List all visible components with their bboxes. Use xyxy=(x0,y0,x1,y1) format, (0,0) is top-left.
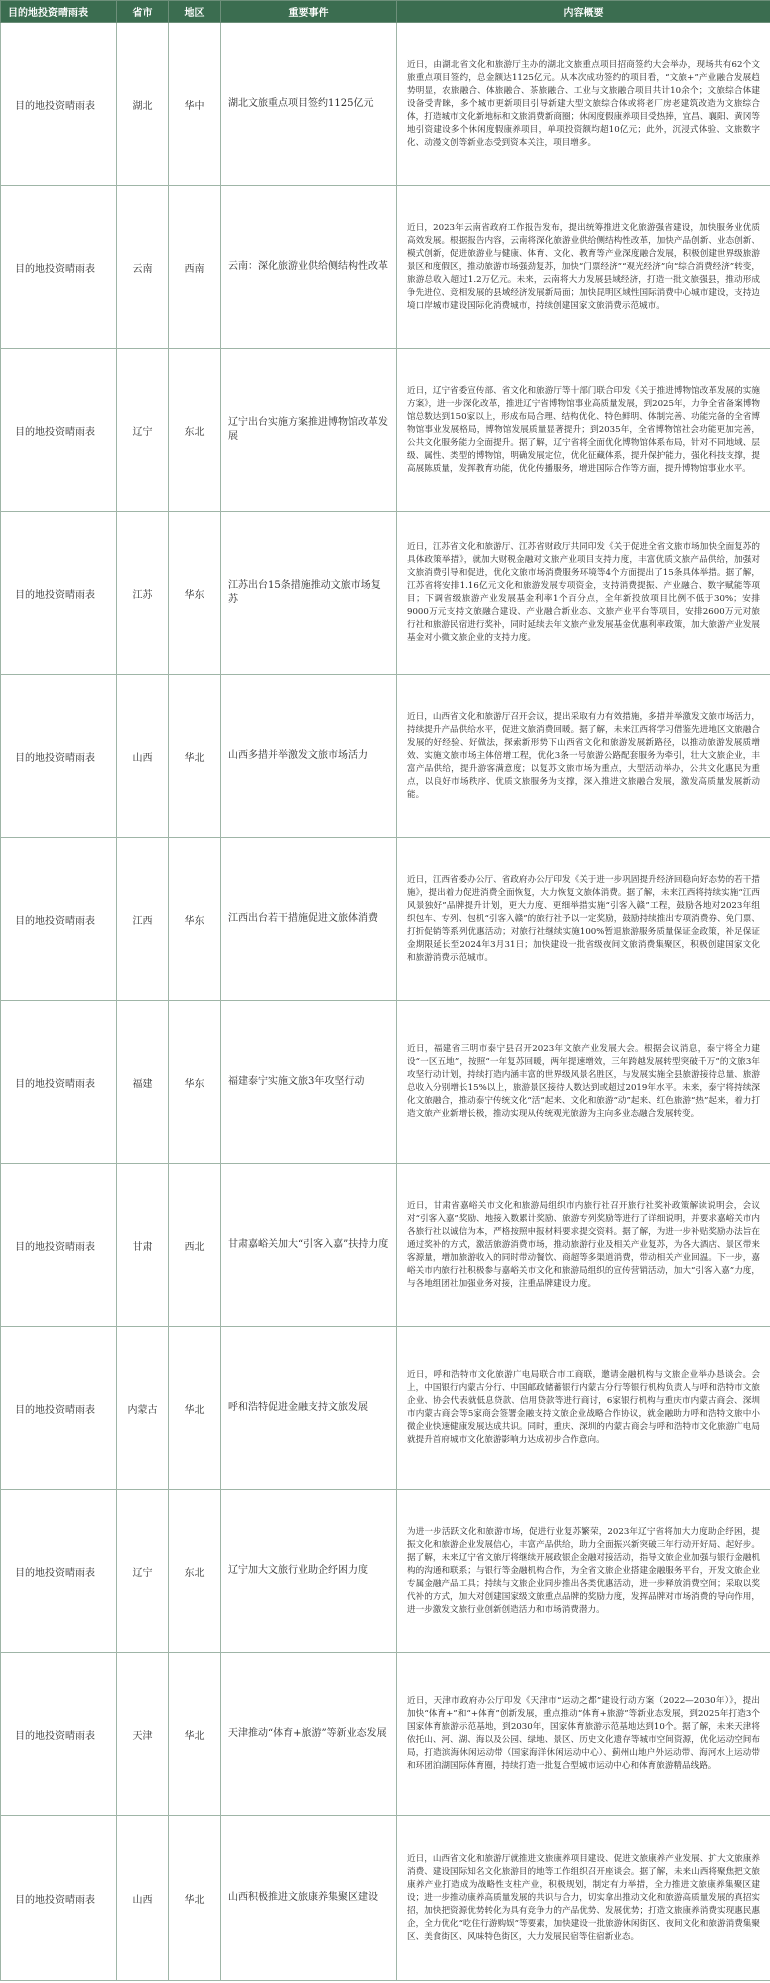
row-category: 目的地投资晴雨表 xyxy=(1,1490,117,1653)
row-category: 目的地投资晴雨表 xyxy=(1,186,117,349)
row-summary-cell xyxy=(397,1490,770,1653)
table-row xyxy=(1,838,770,1001)
row-region: 东北 xyxy=(169,1490,221,1653)
row-category: 目的地投资晴雨表 xyxy=(1,675,117,838)
row-summary-cell xyxy=(397,349,770,512)
row-province: 山西 xyxy=(117,675,169,838)
row-region: 华中 xyxy=(169,23,221,186)
table-row xyxy=(1,1001,770,1164)
table-header xyxy=(1,1,770,23)
row-event: 江西出台若干措施促进文旅体消费 xyxy=(221,838,397,1001)
row-summary: 近日，江西省委办公厅、省政府办公厅印发《关于进一步巩固提升经济回稳向好态势的若干措施》，提出着力促进消费全面恢复，大力恢复文旅体消费。据了解，未来江西将持续实施“江西风景独好”品牌提升计划，更大力度、更细举措实施“引客入赣”工程，鼓励各地对2023年组织包车、专列、包机“引客入赣”的旅行社予以一定奖励，鼓励持续推出专项消费券、免门票、打折促销等系列优惠活动；对旅行社继续实施100%暂退旅游服务质量保证金政策，补足保证金期限延长至2024年3月31日；加快建设一批省级夜间文旅消费集聚区，积极创建国家文化和旅游消费示范城市。 xyxy=(407,874,760,963)
table-row xyxy=(1,1164,770,1327)
row-province: 江苏 xyxy=(117,512,169,675)
row-summary: 近日，山西省文化和旅游厅召开会议，提出采取有力有效措施，多措并举激发文旅市场活力，持续提升产品供给水平，促进文旅消费回暖。据了解，未来江西将学习借鉴先进地区文旅融合发展的好经验、好做法，探索新形势下山西省文化和旅游发展新路径，以推动旅游发展质增效、实施文旅市场主体倍增工程，优化3条一号旅游公路配套服务为牵引，壮大文旅企业，丰富产品供给，提升游客满意度；以复苏文旅市场为重点，大型活动举办，公共文化惠民为重点，以良好市场秩序、优质文旅服务为支撑，深入推进文旅融合发展，激发高质量发展新动能。 xyxy=(407,711,760,800)
row-category: 目的地投资晴雨表 xyxy=(1,838,117,1001)
row-category: 目的地投资晴雨表 xyxy=(1,1164,117,1327)
row-summary: 近日，由湖北省文化和旅游厅主办的湖北文旅重点项目招商签约大会举办，现场共有62个文旅重点项目签约，总金额达1125亿元。从本次成功签约的项目看，“文旅+”产业融合发展趋势明显，农旅融合、体旅融合、茶旅融合、工业与文旅融合项目共计10余个；文旅综合体建设备受青睐，多个城市更新项目引导新建大型文旅综合体或将老厂房老建筑改造为文旅综合体，打造城市文化新地标和文旅消费新商圈；休闲度假康养项目受热捧，宜昌、襄阳、黄冈等地引资建设多个休闲度假康养项目，单项投资额均超10亿元；此外，沉浸式体验、文旅数字化、动漫文创等新业态受到资本关注，项目增多。 xyxy=(407,59,760,148)
row-region: 西北 xyxy=(169,1164,221,1327)
row-event: 辽宁出台实施方案推进博物馆改革发展 xyxy=(221,349,397,512)
table-row xyxy=(1,349,770,512)
table-row xyxy=(1,23,770,186)
row-event: 辽宁加大文旅行业助企纾困力度 xyxy=(221,1490,397,1653)
header-category: 目的地投资晴雨表 xyxy=(1,1,117,23)
row-category: 目的地投资晴雨表 xyxy=(1,512,117,675)
row-summary: 近日，江苏省文化和旅游厅、江苏省财政厅共同印发《关于促进全省文旅市场加快全面复苏的具体政策举措》，就加大财税金融对文旅产业项目支持力度，丰富优质文旅产品供给，加强对文旅消费引导和促进，优化文旅市场消费服务环境等4个方面提出了15条具体举措。据了解，江苏省将安排1.16亿元文化和旅游发展专项资金，支持消费提振、产业融合、数字赋能等项目；下调省级旅游产业发展基金利率1个百分点，全年新投放项目比例不低于30%；安排9000万元支持文旅融合建设、产业融合新业态、文旅产业平台等项目，安排2600万元对旅行社和旅游民宿进行奖补，同时延续去年文旅产业发展基金优惠利率政策，加大旅游产业发展基金对小微文旅企业的支持力度。 xyxy=(407,542,760,643)
row-region: 华东 xyxy=(169,1001,221,1164)
table-row xyxy=(1,186,770,349)
row-province: 辽宁 xyxy=(117,1490,169,1653)
row-event: 山西积极推进文旅康养集聚区建设 xyxy=(221,1816,397,1981)
row-category: 目的地投资晴雨表 xyxy=(1,349,117,512)
row-region: 华北 xyxy=(169,1816,221,1981)
row-category: 目的地投资晴雨表 xyxy=(1,1327,117,1490)
row-region: 华东 xyxy=(169,838,221,1001)
table-row xyxy=(1,1490,770,1653)
table-row xyxy=(1,1653,770,1816)
row-event: 天津推动“体育+旅游”等新业态发展 xyxy=(221,1653,397,1816)
header-region: 地区 xyxy=(169,1,221,23)
row-summary-cell xyxy=(397,186,770,349)
row-summary: 近日，福建省三明市泰宁县召开2023年文旅产业发展大会。根据会议消息，泰宁将全力建设“一区五地”，按照“一年复苏回暖，两年提速增效，三年跨越发展转型突破千万”的文旅3年攻坚行动计划，持续打造内涵丰富的世界级风景名胜区，与发展实施全县旅游接待总量、旅游总收入分别增长15%以上，旅游景区接待人数达到或超过2019年水平。未来，泰宁将持续深化文旅融合，推动泰宁传统文化“活”起来、文化和旅游“动”起来、红色旅游“热”起来，着力打造文旅产业新增长极，推动实现从传统观光旅游为主向多业态融合发展转变。 xyxy=(407,1044,760,1119)
row-province: 山西 xyxy=(117,1816,169,1981)
table-row xyxy=(1,1816,770,1981)
row-summary-cell xyxy=(397,1164,770,1327)
row-event: 江苏出台15条措施推动文旅市场复苏 xyxy=(221,512,397,675)
table-row xyxy=(1,512,770,675)
row-region: 华东 xyxy=(169,512,221,675)
row-category: 目的地投资晴雨表 xyxy=(1,1653,117,1816)
row-event: 云南：深化旅游业供给侧结构性改革 xyxy=(221,186,397,349)
row-summary-cell xyxy=(397,838,770,1001)
row-category: 目的地投资晴雨表 xyxy=(1,23,117,186)
row-province: 甘肃 xyxy=(117,1164,169,1327)
row-region: 西南 xyxy=(169,186,221,349)
row-region: 华北 xyxy=(169,1327,221,1490)
header-province: 省市 xyxy=(117,1,169,23)
row-province: 福建 xyxy=(117,1001,169,1164)
row-event: 呼和浩特促进金融支持文旅发展 xyxy=(221,1327,397,1490)
row-summary: 为进一步活跃文化和旅游市场，促进行业复苏繁荣，2023年辽宁省将加大力度助企纾困，提振文化和旅游企业发展信心，丰富产品供给，助力全面振兴新突破三年行动开好局、起好步。据了解，未来辽宁省文旅厅将继续开展政银企金融对接活动，指导文旅企业加强与银行金融机构的沟通和联系；与银行等金融机构合作，为全省文旅企业搭建金融服务平台，开发文旅企业专属金融产品工具；持续与文旅企业同步推出各类优惠活动，进一步释放消费空间；采取以奖代补的方式，加大对创建国家级文旅重点品牌的奖励力度，发挥品牌对市场消费的导向作用，进一步激发文旅行业创新创造活力和市场消费潜力。 xyxy=(407,1526,760,1615)
table-row xyxy=(1,675,770,838)
row-category: 目的地投资晴雨表 xyxy=(1,1816,117,1981)
header-summary: 内容概要 xyxy=(397,1,770,23)
row-event: 甘肃嘉峪关加大“引客入嘉”扶持力度 xyxy=(221,1164,397,1327)
row-summary-cell xyxy=(397,1001,770,1164)
row-summary: 近日，辽宁省委宣传部、省文化和旅游厅等十部门联合印发《关于推进博物馆改革发展的实施方案》，进一步深化改革，推进辽宁省博物馆事业高质量发展，到2025年，力争全省备案博物馆总数达到150家以上，形成布局合理、结构优化、特色鲜明、体制完善、功能完备的全省博物馆事业发展格局，博物馆发展质量显著提升；到2035年，全省博物馆社会功能更加完善，公共文化服务能力全面提升。据了解，辽宁省将全面优化博物馆体系布局，针对不同地域、层级、属性、类型的博物馆，明确发展定位，优化征藏体系，提升保护能力，强化科技支撑，提高展陈质量，发挥教育功能，优化传播服务，增进国际合作等方面，提升博物馆事业水平。 xyxy=(407,385,760,474)
row-region: 华北 xyxy=(169,675,221,838)
row-summary: 近日，呼和浩特市文化旅游广电局联合市工商联，邀请金融机构与文旅企业举办恳谈会。会上，中国银行内蒙古分行、中国邮政储蓄银行内蒙古分行等银行机构负责人与呼和浩特市文旅企业、协会代表就低息贷款、信用贷款等进行商讨，6家银行机构与重庆市内蒙古商会、深圳市内蒙古商会等5家商会签署金融支持文旅企业战略合作协议，就金融助力呼和浩特文旅中小微企业快速健康发展达成共识。同时，重庆、深圳的内蒙古商会与呼和浩特市文化旅游广电局就提升首府城市文化旅游影响力达成初步合作意向。 xyxy=(407,1370,760,1445)
row-summary-cell xyxy=(397,1653,770,1816)
row-summary: 近日，甘肃省嘉峪关市文化和旅游局组织市内旅行社召开旅行社奖补政策解读说明会，会议对“引客入嘉”奖励、地接入数累计奖励、旅游专列奖励等进行了详细说明，并要求嘉峪关市内各旅行社以诚信为本，严格按照申报材料要求提交资料。据了解，为进一步补贴奖励办法旨在通过奖补的方式，激活旅游消费市场，推动旅游行业及相关产业复苏，为各大酒店、景区带来客源量，增加旅游收入的同时带动餐饮、商超等多渠道消费，带动相关产业回温。下一步，嘉峪关市内旅行社积极参与嘉峪关市文化和旅游局组织的宣传营销活动，加大“引客入嘉”力度，与各地组团社加强业务对接，注重品牌建设力度。 xyxy=(407,1200,760,1289)
row-summary-cell xyxy=(397,675,770,838)
row-region: 华北 xyxy=(169,1653,221,1816)
row-event: 福建泰宁实施文旅3年攻坚行动 xyxy=(221,1001,397,1164)
row-province: 湖北 xyxy=(117,23,169,186)
header-event: 重要事件 xyxy=(221,1,397,23)
row-province: 天津 xyxy=(117,1653,169,1816)
row-summary: 近日，山西省文化和旅游厅就推进文旅康养项目建设、促进文旅康养产业发展、扩大文旅康养消费、建设国际知名文化旅游目的地等工作组织召开座谈会。据了解，未来山西将聚焦把文旅康养产业打造成为战略性支柱产业，积极规划，制定有力举措，全力推进文旅康养集聚区建设；进一步推动康养高质量发展的共识与合力，切实拿出推动文化和旅游高质量发展的真招实招，加快把资源优势转化为具有竞争力的产品优势、发展优势；打造文旅康养消费实现惠民惠企，全力优化“吃住行游购娱”等要素，加快建设一批旅游休闲街区、夜间文化和旅游消费集聚区、美食街区、风味特色街区，大力发展民宿等住宿新业态。 xyxy=(407,1853,760,1942)
table-body xyxy=(1,23,770,1981)
row-category: 目的地投资晴雨表 xyxy=(1,1001,117,1164)
row-summary: 近日，2023年云南省政府工作报告发布，提出统筹推进文化旅游强省建设，加快服务业优质高效发展。根据报告内容，云南将深化旅游业供给侧结构性改革，加快产品创新、业态创新、模式创新，促进旅游业与健康、体育、文化、教育等产业深度融合发展，积极创建世界级旅游景区和度假区，推动旅游市场强劲复苏，加快“门票经济”“观光经济”向“综合消费经济”转变，旅游总收入超过1.2万亿元。未来，云南将大力发展县域经济，打造一批文旅强县，推动形成争先进位、竞相发展的县域经济发展新局面；加快昆明区域性国际消费中心城市建设，支持边境口岸城市建设国际化消费城市，持续创建国家文旅消费示范城市。 xyxy=(407,222,760,311)
row-event: 山西多措并举激发文旅市场活力 xyxy=(221,675,397,838)
row-event: 湖北文旅重点项目签约1125亿元 xyxy=(221,23,397,186)
row-province: 内蒙古 xyxy=(117,1327,169,1490)
row-summary: 近日，天津市政府办公厅印发《天津市“运动之都”建设行动方案（2022—2030年）》，提出加快“体育+”和“+体育”创新发展，重点推动“体育+旅游”等新业态发展，到2025年打造3个国家体育旅游示范基地，到2030年，国家体育旅游示范基地达到10个。据了解，未来天津将依托山、河、湖、海以及公园、绿地、景区、历史文化遗存等城市空间资源，优化运动空间布局，打造滨海休闲运动带（国家海洋休闲运动中心）、蓟州山地户外运动带、海河水上运动带和环团泊湖国际体育圈，持续打造一批复合型城市运动中心和体育旅游精品线路。 xyxy=(407,1696,760,1771)
row-summary-cell xyxy=(397,1816,770,1981)
row-summary-cell xyxy=(397,23,770,186)
row-region: 东北 xyxy=(169,349,221,512)
row-summary-cell xyxy=(397,512,770,675)
table-row xyxy=(1,1327,770,1490)
row-province: 云南 xyxy=(117,186,169,349)
row-province: 辽宁 xyxy=(117,349,169,512)
row-summary-cell xyxy=(397,1327,770,1490)
row-province: 江西 xyxy=(117,838,169,1001)
